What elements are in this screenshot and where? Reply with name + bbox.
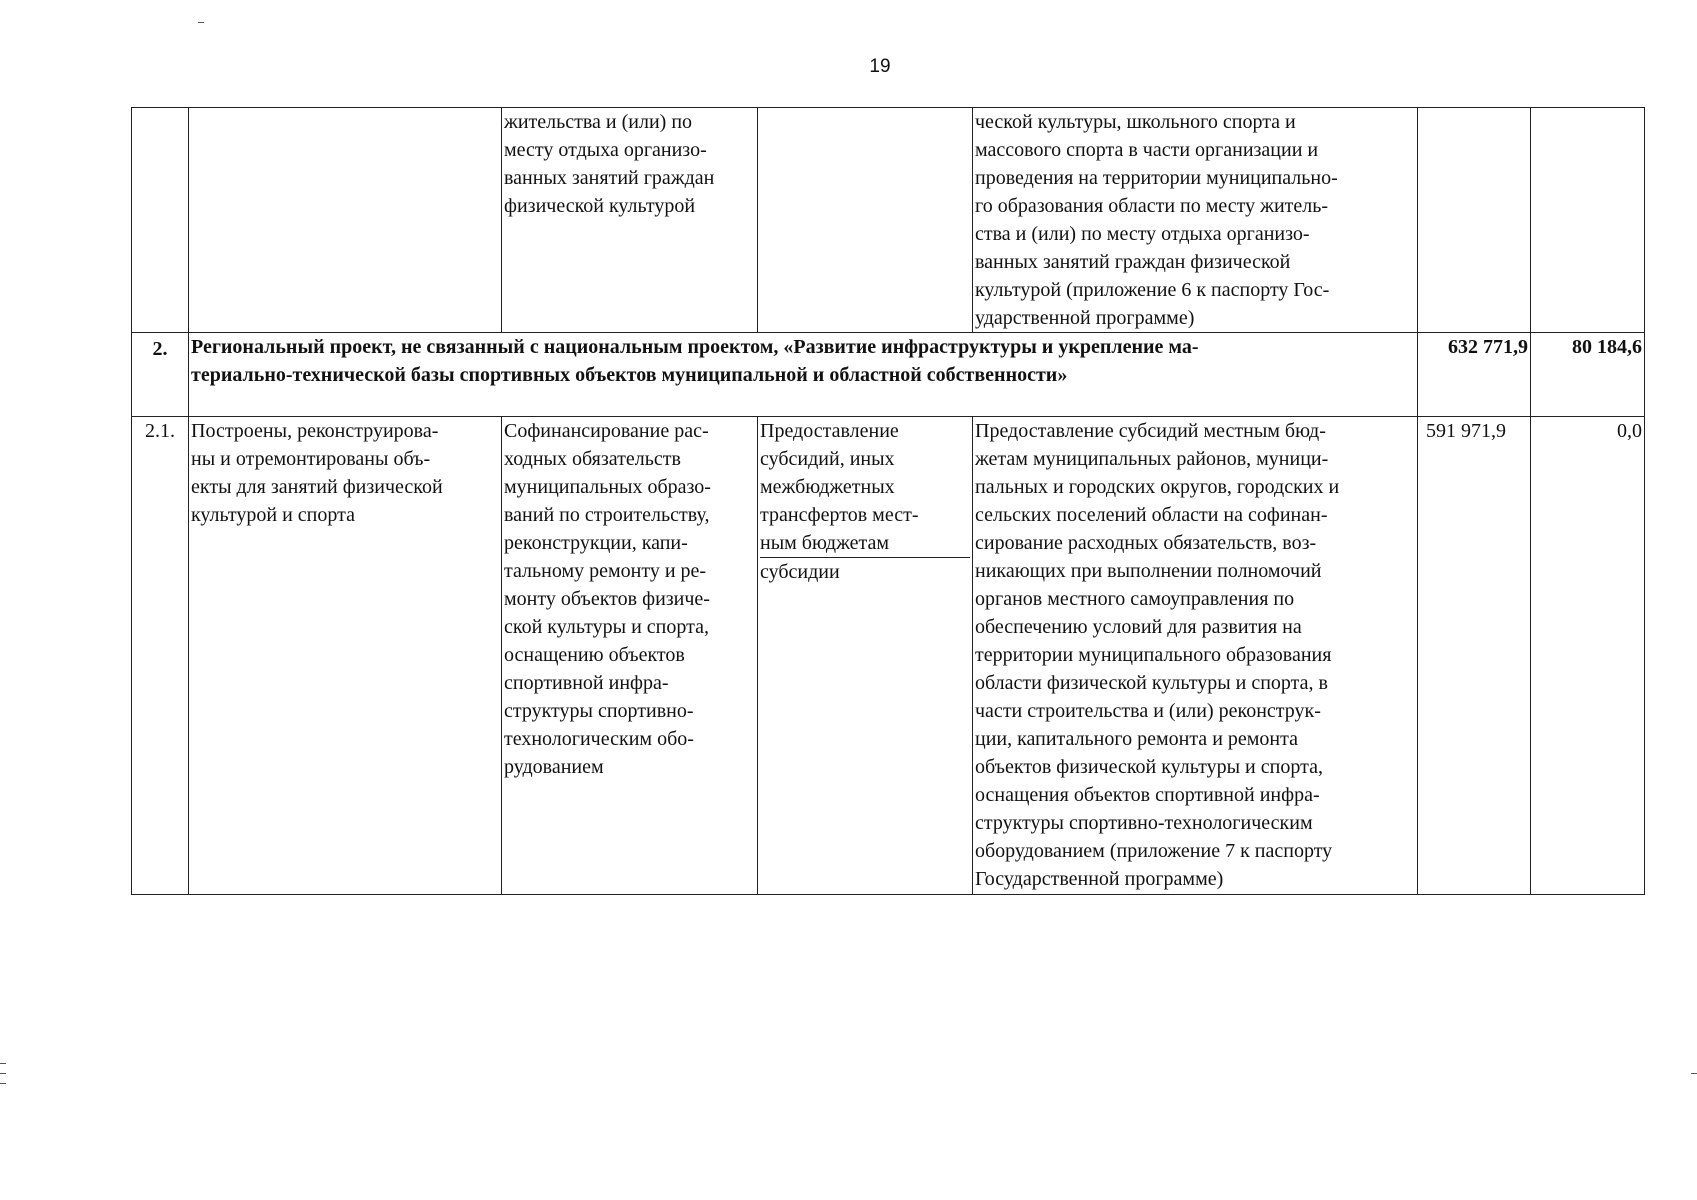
amount-cell-2: 80 184,6 [1531,333,1645,417]
mechanism-split [760,417,970,586]
scan-artifact [1691,1073,1697,1074]
table-row-project [132,333,1645,417]
description-cell: ческой культуры, школьного спорта и массового спорта в части организации и проведения на территории муниципально- го образования области по месту житель- ства и (или) по месту отдыха организо- ванных занятий граждан физической культурой (приложение 6 к паспорту Гос- ударственной программе) [973,108,1418,333]
scan-artifact [0,1063,6,1064]
amount-cell-1: 591 971,9 [1418,417,1531,895]
program-table [131,107,1645,895]
result-cell [189,108,502,333]
row-number: 2.1. [132,417,189,895]
table-row-item [132,417,1645,895]
measure-cell: Софинансирование рас- ходных обязательств муниципальных образо- ваний по строительству, реконструкции, капи- тальному ремонту и ре- монту объектов физиче- ской культуры и спорта, оснащению объектов спортивной инфра- структуры спортивно- технологическим обо- рудованием [502,417,758,895]
result-cell: Построены, реконструирова- ны и отремонтированы объ- екты для занятий физической культурой и спорта [189,417,502,895]
mechanism-cell [758,417,973,895]
amount-cell-2 [1531,108,1645,333]
page-number: 19 [869,56,891,77]
amount-cell-1: 632 771,9 [1418,333,1531,417]
mechanism-cell [758,108,973,333]
scan-artifact [0,1083,6,1084]
description-cell: Предоставление субсидий местным бюд- жетам муниципальных районов, муници- пальных и городских округов, городских и сельских поселений области на софинан- сирование расходных обязательств, воз- никающих при выполнении полномочий органов местного самоуправления по обеспечению условий для развития на территории муниципального образования области физической культуры и спорта, в части строительства и (или) реконструк- ции, капитального ремонта и ремонта объектов физической культуры и спорта, оснащения объектов спортивной инфра- структуры спортивно-технологическим оборудованием (приложение 7 к паспорту Государственной программе) [973,417,1418,895]
measure-cell: жительства и (или) по месту отдыха организо- ванных занятий граждан физической культурой [502,108,758,333]
mechanism-type: Предоставление субсидий, иных межбюджетных трансфертов мест- ным бюджетам [760,417,970,558]
table-row-continuation [132,108,1645,333]
row-number: 2. [132,333,189,417]
amount-cell-2: 0,0 [1531,417,1645,895]
project-title: Региональный проект, не связанный с национальным проектом, «Развитие инфраструктуры и укрепление ма- териально-технической базы спортивных объектов муниципальной и областной собственности» [189,333,1418,417]
row-number [132,108,189,333]
amount-cell-1 [1418,108,1531,333]
scan-artifact [0,1073,6,1074]
mechanism-subtype: субсидии [760,561,840,583]
scan-artifact [198,22,204,23]
